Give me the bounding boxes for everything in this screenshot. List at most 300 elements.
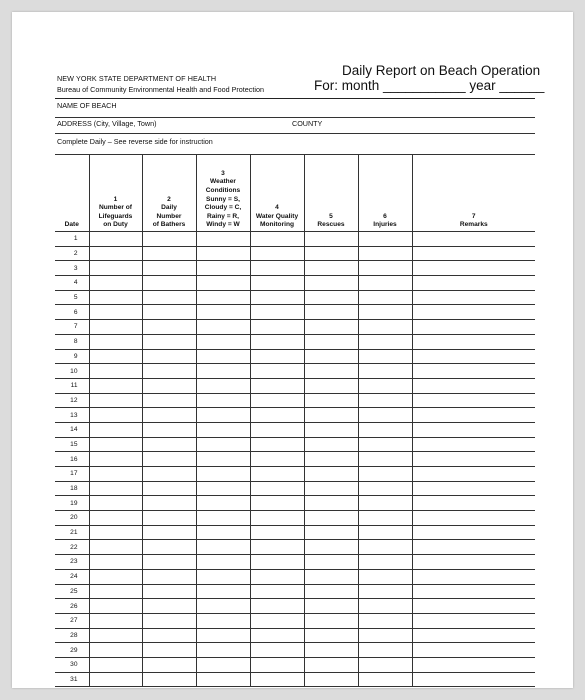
entry-cell-weather[interactable]: [196, 628, 250, 643]
entry-cell-rescues[interactable]: [304, 511, 358, 526]
entry-cell-water-quality[interactable]: [250, 584, 304, 599]
entry-cell-remarks[interactable]: [412, 393, 535, 408]
entry-cell-remarks[interactable]: [412, 320, 535, 335]
entry-cell-rescues[interactable]: [304, 643, 358, 658]
entry-cell-water-quality[interactable]: [250, 393, 304, 408]
entry-cell-weather[interactable]: [196, 481, 250, 496]
day-number: 2: [55, 246, 89, 261]
entry-cell-bathers[interactable]: [142, 540, 196, 555]
entry-cell-bathers[interactable]: [142, 643, 196, 658]
entry-cell-lifeguards[interactable]: [89, 672, 142, 687]
table-row: [55, 422, 535, 437]
table-row: [55, 452, 535, 467]
day-number: 1: [55, 232, 89, 247]
entry-cell-rescues[interactable]: [304, 408, 358, 423]
report-sheet: [12, 12, 573, 688]
entry-cell-rescues[interactable]: [304, 555, 358, 570]
entry-cell-injuries[interactable]: [358, 511, 412, 526]
entry-cell-weather[interactable]: [196, 378, 250, 393]
entry-cell-injuries[interactable]: [358, 290, 412, 305]
table-row: [55, 555, 535, 570]
table-row: [55, 305, 535, 320]
entry-cell-remarks[interactable]: [412, 422, 535, 437]
table-row: [55, 408, 535, 423]
entry-cell-weather[interactable]: [196, 290, 250, 305]
day-number: 21: [55, 525, 89, 540]
entry-cell-injuries[interactable]: [358, 599, 412, 614]
entry-cell-rescues[interactable]: [304, 467, 358, 482]
day-number: 9: [55, 349, 89, 364]
entry-cell-rescues[interactable]: [304, 540, 358, 555]
entry-cell-injuries[interactable]: [358, 305, 412, 320]
entry-cell-injuries[interactable]: [358, 232, 412, 247]
column-header-text: 3: [221, 169, 225, 177]
entry-cell-rescues[interactable]: [304, 290, 358, 305]
entry-cell-weather[interactable]: [196, 540, 250, 555]
entry-cell-weather[interactable]: [196, 657, 250, 672]
entry-cell-weather[interactable]: [196, 452, 250, 467]
entry-cell-remarks[interactable]: [412, 334, 535, 349]
table-row: [55, 584, 535, 599]
day-number: 5: [55, 290, 89, 305]
entry-cell-rescues[interactable]: [304, 393, 358, 408]
entry-cell-lifeguards[interactable]: [89, 555, 142, 570]
entry-cell-weather[interactable]: [196, 496, 250, 511]
entry-cell-bathers[interactable]: [142, 408, 196, 423]
address-line[interactable]: [55, 133, 535, 134]
entry-cell-weather[interactable]: [196, 467, 250, 482]
entry-cell-injuries[interactable]: [358, 334, 412, 349]
column-header-text: Number: [156, 212, 182, 220]
day-number: 17: [55, 467, 89, 482]
entry-cell-lifeguards[interactable]: [89, 349, 142, 364]
column-header-text: Rainy = R,: [206, 212, 240, 220]
column-header-text: Weather: [210, 178, 236, 186]
entry-cell-bathers[interactable]: [142, 511, 196, 526]
column-header-bathers: [142, 155, 196, 232]
entry-cell-rescues[interactable]: [304, 628, 358, 643]
entry-cell-lifeguards[interactable]: [89, 261, 142, 276]
entry-cell-bathers[interactable]: [142, 628, 196, 643]
entry-cell-remarks[interactable]: [412, 569, 535, 584]
entry-cell-water-quality[interactable]: [250, 452, 304, 467]
entry-cell-bathers[interactable]: [142, 437, 196, 452]
table-row: [55, 246, 535, 261]
entry-cell-remarks[interactable]: [412, 481, 535, 496]
entry-cell-injuries[interactable]: [358, 525, 412, 540]
entry-cell-bathers[interactable]: [142, 496, 196, 511]
entry-cell-weather[interactable]: [196, 599, 250, 614]
entry-cell-remarks[interactable]: [412, 525, 535, 540]
entry-cell-lifeguards[interactable]: [89, 276, 142, 291]
entry-cell-water-quality[interactable]: [250, 246, 304, 261]
entry-cell-water-quality[interactable]: [250, 481, 304, 496]
entry-cell-bathers[interactable]: [142, 555, 196, 570]
column-header-water-quality: [250, 155, 304, 232]
entry-cell-lifeguards[interactable]: [89, 334, 142, 349]
entry-cell-remarks[interactable]: [412, 555, 535, 570]
entry-cell-remarks[interactable]: [412, 452, 535, 467]
table-row: [55, 378, 535, 393]
day-number: 18: [55, 481, 89, 496]
day-number: 23: [55, 555, 89, 570]
entry-cell-rescues[interactable]: [304, 481, 358, 496]
entry-cell-rescues[interactable]: [304, 320, 358, 335]
report-title: Daily Report on Beach Operation: [342, 63, 541, 78]
table-row: [55, 672, 535, 687]
entry-cell-rescues[interactable]: [304, 452, 358, 467]
day-number: 31: [55, 672, 89, 687]
column-header-text: Water Quality: [255, 212, 299, 220]
entry-cell-remarks[interactable]: [412, 628, 535, 643]
entry-cell-lifeguards[interactable]: [89, 481, 142, 496]
entry-cell-weather[interactable]: [196, 334, 250, 349]
entry-cell-lifeguards[interactable]: [89, 467, 142, 482]
entry-cell-bathers[interactable]: [142, 349, 196, 364]
entry-cell-lifeguards[interactable]: [89, 643, 142, 658]
column-header-text: Sunny = S,: [206, 195, 240, 203]
entry-cell-water-quality[interactable]: [250, 467, 304, 482]
entry-cell-bathers[interactable]: [142, 246, 196, 261]
table-header-row: [55, 155, 535, 232]
table-row: [55, 569, 535, 584]
entry-cell-rescues[interactable]: [304, 613, 358, 628]
entry-cell-water-quality[interactable]: [250, 276, 304, 291]
entry-cell-water-quality[interactable]: [250, 378, 304, 393]
day-number: 11: [55, 378, 89, 393]
entry-cell-remarks[interactable]: [412, 511, 535, 526]
entry-cell-injuries[interactable]: [358, 452, 412, 467]
table-row: [55, 481, 535, 496]
day-number: 14: [55, 422, 89, 437]
entry-cell-weather[interactable]: [196, 525, 250, 540]
entry-cell-water-quality[interactable]: [250, 437, 304, 452]
entry-cell-injuries[interactable]: [358, 378, 412, 393]
entry-cell-injuries[interactable]: [358, 672, 412, 687]
column-header-text: Date: [64, 221, 79, 229]
entry-cell-remarks[interactable]: [412, 540, 535, 555]
entry-cell-rescues[interactable]: [304, 364, 358, 379]
entry-cell-water-quality[interactable]: [250, 422, 304, 437]
entry-cell-remarks[interactable]: [412, 599, 535, 614]
entry-cell-injuries[interactable]: [358, 481, 412, 496]
bureau-name: Bureau of Community Environmental Health and Food Protection: [57, 85, 264, 94]
entry-cell-water-quality[interactable]: [250, 657, 304, 672]
month-year-line: For: month ___________ year ______: [314, 78, 545, 93]
entry-cell-bathers[interactable]: [142, 305, 196, 320]
entry-cell-remarks[interactable]: [412, 290, 535, 305]
entry-cell-lifeguards[interactable]: [89, 320, 142, 335]
entry-cell-weather[interactable]: [196, 511, 250, 526]
table-row: [55, 364, 535, 379]
entry-cell-rescues[interactable]: [304, 334, 358, 349]
entry-cell-remarks[interactable]: [412, 364, 535, 379]
day-number: 19: [55, 496, 89, 511]
column-header-text: Windy = W: [206, 221, 240, 229]
entry-cell-lifeguards[interactable]: [89, 290, 142, 305]
entry-cell-bathers[interactable]: [142, 613, 196, 628]
entry-cell-remarks[interactable]: [412, 437, 535, 452]
entry-cell-remarks[interactable]: [412, 276, 535, 291]
column-header-text: Injuries: [373, 221, 397, 229]
entry-cell-injuries[interactable]: [358, 422, 412, 437]
entry-cell-bathers[interactable]: [142, 467, 196, 482]
column-header-text: Rescues: [317, 221, 345, 229]
entry-cell-lifeguards[interactable]: [89, 657, 142, 672]
entry-cell-water-quality[interactable]: [250, 599, 304, 614]
table-row: [55, 599, 535, 614]
entry-cell-lifeguards[interactable]: [89, 628, 142, 643]
entry-cell-water-quality[interactable]: [250, 290, 304, 305]
entry-cell-lifeguards[interactable]: [89, 540, 142, 555]
entry-cell-injuries[interactable]: [358, 437, 412, 452]
entry-cell-lifeguards[interactable]: [89, 613, 142, 628]
day-number: 12: [55, 393, 89, 408]
column-header-text: 5: [329, 212, 333, 220]
entry-cell-water-quality[interactable]: [250, 569, 304, 584]
entry-cell-rescues[interactable]: [304, 378, 358, 393]
entry-cell-bathers[interactable]: [142, 364, 196, 379]
entry-cell-remarks[interactable]: [412, 672, 535, 687]
day-number: 15: [55, 437, 89, 452]
entry-cell-rescues[interactable]: [304, 657, 358, 672]
column-header-rescues: [304, 155, 358, 232]
entry-cell-injuries[interactable]: [358, 540, 412, 555]
entry-cell-injuries[interactable]: [358, 364, 412, 379]
column-header-text: Conditions: [205, 187, 241, 195]
entry-cell-injuries[interactable]: [358, 261, 412, 276]
entry-cell-remarks[interactable]: [412, 657, 535, 672]
column-header-text: Remarks: [459, 221, 488, 229]
entry-cell-water-quality[interactable]: [250, 261, 304, 276]
entry-cell-lifeguards[interactable]: [89, 452, 142, 467]
entry-cell-remarks[interactable]: [412, 246, 535, 261]
entry-cell-lifeguards[interactable]: [89, 496, 142, 511]
entry-cell-weather[interactable]: [196, 349, 250, 364]
entry-cell-weather[interactable]: [196, 643, 250, 658]
entry-cell-injuries[interactable]: [358, 584, 412, 599]
day-number: 3: [55, 261, 89, 276]
column-header-text: Cloudy = C,: [204, 204, 242, 212]
entry-cell-remarks[interactable]: [412, 378, 535, 393]
entry-cell-water-quality[interactable]: [250, 511, 304, 526]
day-number: 6: [55, 305, 89, 320]
entry-cell-water-quality[interactable]: [250, 555, 304, 570]
entry-cell-bathers[interactable]: [142, 334, 196, 349]
entry-cell-bathers[interactable]: [142, 232, 196, 247]
entry-cell-injuries[interactable]: [358, 320, 412, 335]
entry-cell-lifeguards[interactable]: [89, 305, 142, 320]
day-number: 26: [55, 599, 89, 614]
column-header-text: Monitoring: [259, 221, 295, 229]
county-label: COUNTY: [292, 119, 323, 128]
day-number: 24: [55, 569, 89, 584]
entry-cell-rescues[interactable]: [304, 437, 358, 452]
entry-cell-weather[interactable]: [196, 232, 250, 247]
entry-cell-water-quality[interactable]: [250, 349, 304, 364]
entry-cell-weather[interactable]: [196, 276, 250, 291]
name-of-beach-label: NAME OF BEACH: [57, 101, 117, 110]
entry-cell-injuries[interactable]: [358, 555, 412, 570]
entry-cell-injuries[interactable]: [358, 496, 412, 511]
entry-cell-rescues[interactable]: [304, 422, 358, 437]
entry-cell-remarks[interactable]: [412, 408, 535, 423]
entry-cell-injuries[interactable]: [358, 628, 412, 643]
entry-cell-rescues[interactable]: [304, 599, 358, 614]
entry-cell-water-quality[interactable]: [250, 334, 304, 349]
table-row: [55, 437, 535, 452]
table-row: [55, 657, 535, 672]
column-header-text: on Duty: [103, 221, 128, 229]
entry-cell-bathers[interactable]: [142, 320, 196, 335]
entry-cell-weather[interactable]: [196, 261, 250, 276]
entry-cell-bathers[interactable]: [142, 657, 196, 672]
day-number: 13: [55, 408, 89, 423]
entry-cell-injuries[interactable]: [358, 246, 412, 261]
entry-cell-rescues[interactable]: [304, 261, 358, 276]
entry-cell-injuries[interactable]: [358, 643, 412, 658]
entry-cell-lifeguards[interactable]: [89, 599, 142, 614]
entry-cell-weather[interactable]: [196, 422, 250, 437]
entry-cell-rescues[interactable]: [304, 525, 358, 540]
entry-cell-remarks[interactable]: [412, 305, 535, 320]
entry-cell-water-quality[interactable]: [250, 232, 304, 247]
entry-cell-remarks[interactable]: [412, 584, 535, 599]
entry-cell-injuries[interactable]: [358, 569, 412, 584]
table-row: [55, 232, 535, 247]
entry-cell-lifeguards[interactable]: [89, 511, 142, 526]
entry-cell-remarks[interactable]: [412, 467, 535, 482]
entry-cell-injuries[interactable]: [358, 613, 412, 628]
entry-cell-water-quality[interactable]: [250, 613, 304, 628]
entry-cell-water-quality[interactable]: [250, 672, 304, 687]
entry-cell-weather[interactable]: [196, 613, 250, 628]
entry-cell-bathers[interactable]: [142, 276, 196, 291]
entry-cell-water-quality[interactable]: [250, 364, 304, 379]
entry-cell-injuries[interactable]: [358, 467, 412, 482]
entry-cell-remarks[interactable]: [412, 349, 535, 364]
day-number: 4: [55, 276, 89, 291]
entry-cell-rescues[interactable]: [304, 276, 358, 291]
day-number: 20: [55, 511, 89, 526]
entry-cell-water-quality[interactable]: [250, 305, 304, 320]
entry-cell-lifeguards[interactable]: [89, 393, 142, 408]
entry-cell-weather[interactable]: [196, 364, 250, 379]
entry-cell-weather[interactable]: [196, 437, 250, 452]
column-header-date: [55, 155, 89, 232]
entry-cell-bathers[interactable]: [142, 378, 196, 393]
address-label: ADDRESS (City, Village, Town): [57, 119, 157, 128]
entry-cell-rescues[interactable]: [304, 246, 358, 261]
entry-cell-lifeguards[interactable]: [89, 437, 142, 452]
entry-cell-rescues[interactable]: [304, 496, 358, 511]
table-row: [55, 613, 535, 628]
entry-cell-bathers[interactable]: [142, 452, 196, 467]
entry-cell-weather[interactable]: [196, 305, 250, 320]
entry-cell-bathers[interactable]: [142, 261, 196, 276]
entry-cell-weather[interactable]: [196, 246, 250, 261]
column-header-text: of Bathers: [152, 221, 186, 229]
entry-cell-injuries[interactable]: [358, 349, 412, 364]
entry-cell-remarks[interactable]: [412, 643, 535, 658]
entry-cell-remarks[interactable]: [412, 261, 535, 276]
entry-cell-lifeguards[interactable]: [89, 364, 142, 379]
day-number: 8: [55, 334, 89, 349]
entry-cell-bathers[interactable]: [142, 422, 196, 437]
name-of-beach-line[interactable]: [55, 117, 535, 118]
entry-cell-rescues[interactable]: [304, 672, 358, 687]
entry-cell-bathers[interactable]: [142, 569, 196, 584]
entry-cell-weather[interactable]: [196, 672, 250, 687]
entry-cell-bathers[interactable]: [142, 584, 196, 599]
entry-cell-bathers[interactable]: [142, 599, 196, 614]
column-header-text: Number of: [99, 204, 132, 212]
table-row: [55, 261, 535, 276]
entry-cell-weather[interactable]: [196, 408, 250, 423]
entry-cell-remarks[interactable]: [412, 496, 535, 511]
entry-cell-rescues[interactable]: [304, 232, 358, 247]
entry-cell-remarks[interactable]: [412, 613, 535, 628]
entry-cell-lifeguards[interactable]: [89, 525, 142, 540]
entry-cell-bathers[interactable]: [142, 672, 196, 687]
column-header-text: Daily: [161, 204, 177, 212]
entry-cell-remarks[interactable]: [412, 232, 535, 247]
entry-cell-injuries[interactable]: [358, 408, 412, 423]
entry-cell-weather[interactable]: [196, 555, 250, 570]
entry-cell-water-quality[interactable]: [250, 496, 304, 511]
table-row: [55, 540, 535, 555]
entry-cell-lifeguards[interactable]: [89, 422, 142, 437]
entry-cell-injuries[interactable]: [358, 393, 412, 408]
table-row: [55, 628, 535, 643]
entry-cell-injuries[interactable]: [358, 657, 412, 672]
entry-cell-lifeguards[interactable]: [89, 246, 142, 261]
entry-cell-bathers[interactable]: [142, 290, 196, 305]
entry-cell-bathers[interactable]: [142, 481, 196, 496]
entry-cell-lifeguards[interactable]: [89, 569, 142, 584]
column-header-text: 7: [471, 212, 476, 220]
entry-cell-lifeguards[interactable]: [89, 408, 142, 423]
entry-cell-water-quality[interactable]: [250, 628, 304, 643]
column-header-lifeguards: [89, 155, 142, 232]
entry-cell-lifeguards[interactable]: [89, 378, 142, 393]
table-row: [55, 393, 535, 408]
entry-cell-water-quality[interactable]: [250, 408, 304, 423]
entry-cell-lifeguards[interactable]: [89, 584, 142, 599]
entry-cell-rescues[interactable]: [304, 349, 358, 364]
entry-cell-water-quality[interactable]: [250, 540, 304, 555]
day-number: 25: [55, 584, 89, 599]
entry-cell-weather[interactable]: [196, 569, 250, 584]
entry-cell-bathers[interactable]: [142, 393, 196, 408]
entry-cell-bathers[interactable]: [142, 525, 196, 540]
entry-cell-rescues[interactable]: [304, 584, 358, 599]
entry-cell-water-quality[interactable]: [250, 320, 304, 335]
table-row: [55, 467, 535, 482]
entry-cell-weather[interactable]: [196, 393, 250, 408]
entry-cell-injuries[interactable]: [358, 276, 412, 291]
entry-cell-rescues[interactable]: [304, 569, 358, 584]
entry-cell-rescues[interactable]: [304, 305, 358, 320]
entry-cell-weather[interactable]: [196, 584, 250, 599]
entry-cell-water-quality[interactable]: [250, 643, 304, 658]
day-number: 30: [55, 657, 89, 672]
entry-cell-weather[interactable]: [196, 320, 250, 335]
header-divider: [55, 98, 535, 99]
day-number: 28: [55, 628, 89, 643]
entry-cell-lifeguards[interactable]: [89, 232, 142, 247]
entry-cell-water-quality[interactable]: [250, 525, 304, 540]
